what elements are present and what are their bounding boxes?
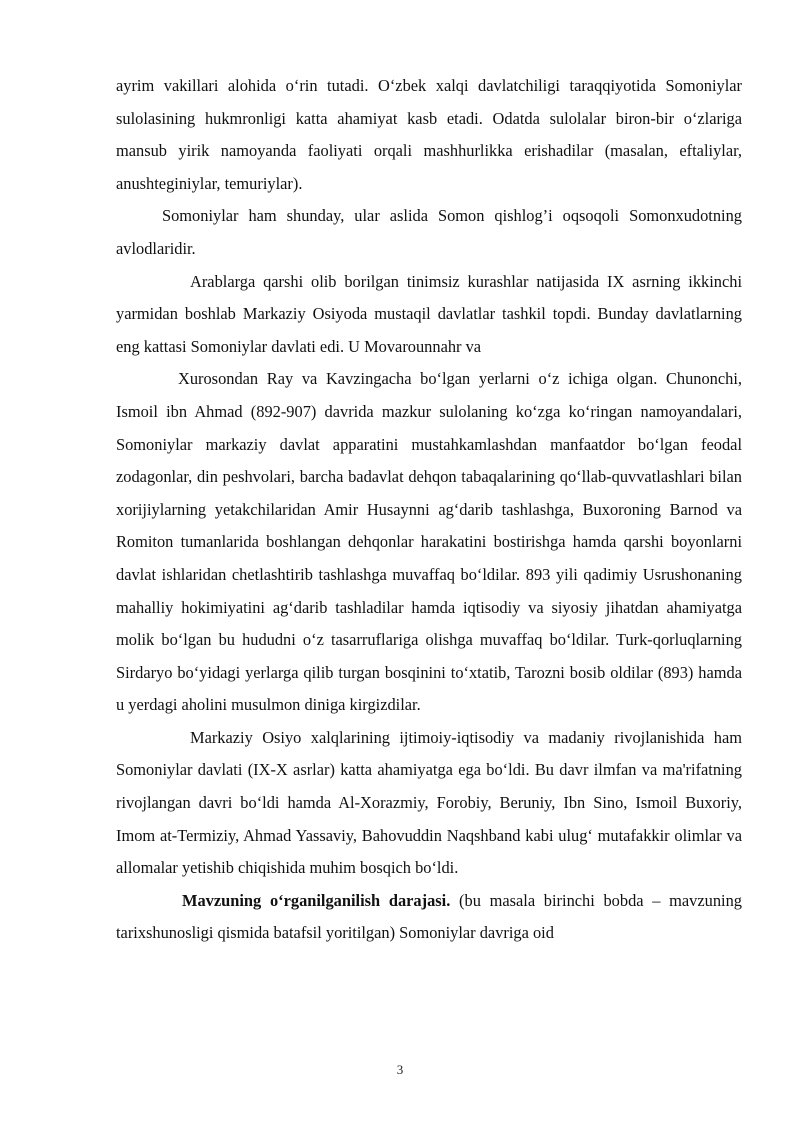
paragraph-ismoil-ibn-ahmad: Xurosondan Ray va Kavzingacha bo‘lgan yerlarni o‘z ichiga olgan. Chunonchi, Ismoil ibn Ahmad (892-907) davrida mazkur sulolaning ko‘zga ko‘ringan namoyandalari, Somoniylar markaziy davlat apparatini mustahkamlashdan manfaatdor bo‘lgan feodal zodagonlar, din peshvolari, barcha badavlat dehqon tabaqalarining qo‘llab-quvvatlashlari bilan xorijiylarning yetakchilaridan Amir Husaynni ag‘darib tashlashga, Buxoroning Barnod va Romiton tumanlarida boshlangan dehqonlar harakatini bostirishga hamda qarshi boyonlarni davlat ishlaridan chetlashtirib tashlashga muvaffaq bo‘ldilar. 893 yili qadimiy Usrushonaning mahalliy hokimiyatini ag‘darib tashladilar hamda iqtisodiy va siyosiy jihatdan ahamiyatga molik bo‘lgan bu hududni o‘z tasarruflariga olishga muvaffaq bo‘ldilar. Turk-qorluqlarning Sirdaryo bo‘yidagi yerlarga qilib turgan bosqinini to‘xtatib, Tarozni bosib oldilar (893) hamda u yerdagi aholini musulmon diniga kirgizdilar. — [116, 369, 742, 715]
section-heading-text: (bu masala birinchi bobda – mavzuning tarixshunosligi qismida batafsil yoritilgan) Somoniylar davriga oid — [116, 890, 742, 943]
page-number: 3 — [396, 1062, 404, 1077]
paragraph-independent-states: Arablarga qarshi olib borilgan tinimsiz kurashlar natijasida IX asrning ikkinchi yarmidan boshlab Markaziy Osiyoda mustaqil davlatlar tashkil topdi. Bunday davlatlarning eng kattasi Somoniylar davlati edi. U Movarounnahr va — [116, 271, 742, 356]
paragraph-cultural-development: Markaziy Osiyo xalqlarining ijtimoiy-iqtisodiy va madaniy rivojlanishida ham Somoniylar davlati (IX-X asrlar) katta ahamiyatga ega bo‘ldi. Bu davr ilmfan va ma'rifatning rivojlangan davri bo‘ldi hamda Al-Xorazmiy, Forobiy, Beruniy, Ibn Sino, Ismoil Buxoriy, Imom at-Termiziy, Ahmad Yassaviy, Bahovuddin Naqshband kabi ulug‘ mutafakkir olimlar va allomalar yetishib chiqishida muhim bosqich bo‘ldi. — [116, 727, 742, 878]
paragraph-research-degree — [116, 885, 742, 950]
paragraph-dynasty-intro: ayrim vakillari alohida o‘rin tutadi. O‘zbek xalqi davlatchiligi taraqqiyotida Somoniylar sulolasining hukmronligi katta ahamiyat kasb etadi. Odatda sulolalar biron-bir o‘zlariga mansub yirik namoyanda faoliyati orqali mashhurlikka erishadilar (masalan, eftaliylar, anushteginiylar, temuriylar). — [116, 76, 742, 193]
paragraph-somonxudot: Somoniylar ham shunday, ular aslida Somon qishlog’i oqsoqoli Somonxudotning avlodlaridir. — [116, 206, 742, 258]
section-heading: Mavzuning o‘rganilganilish darajasi. — [182, 890, 451, 910]
